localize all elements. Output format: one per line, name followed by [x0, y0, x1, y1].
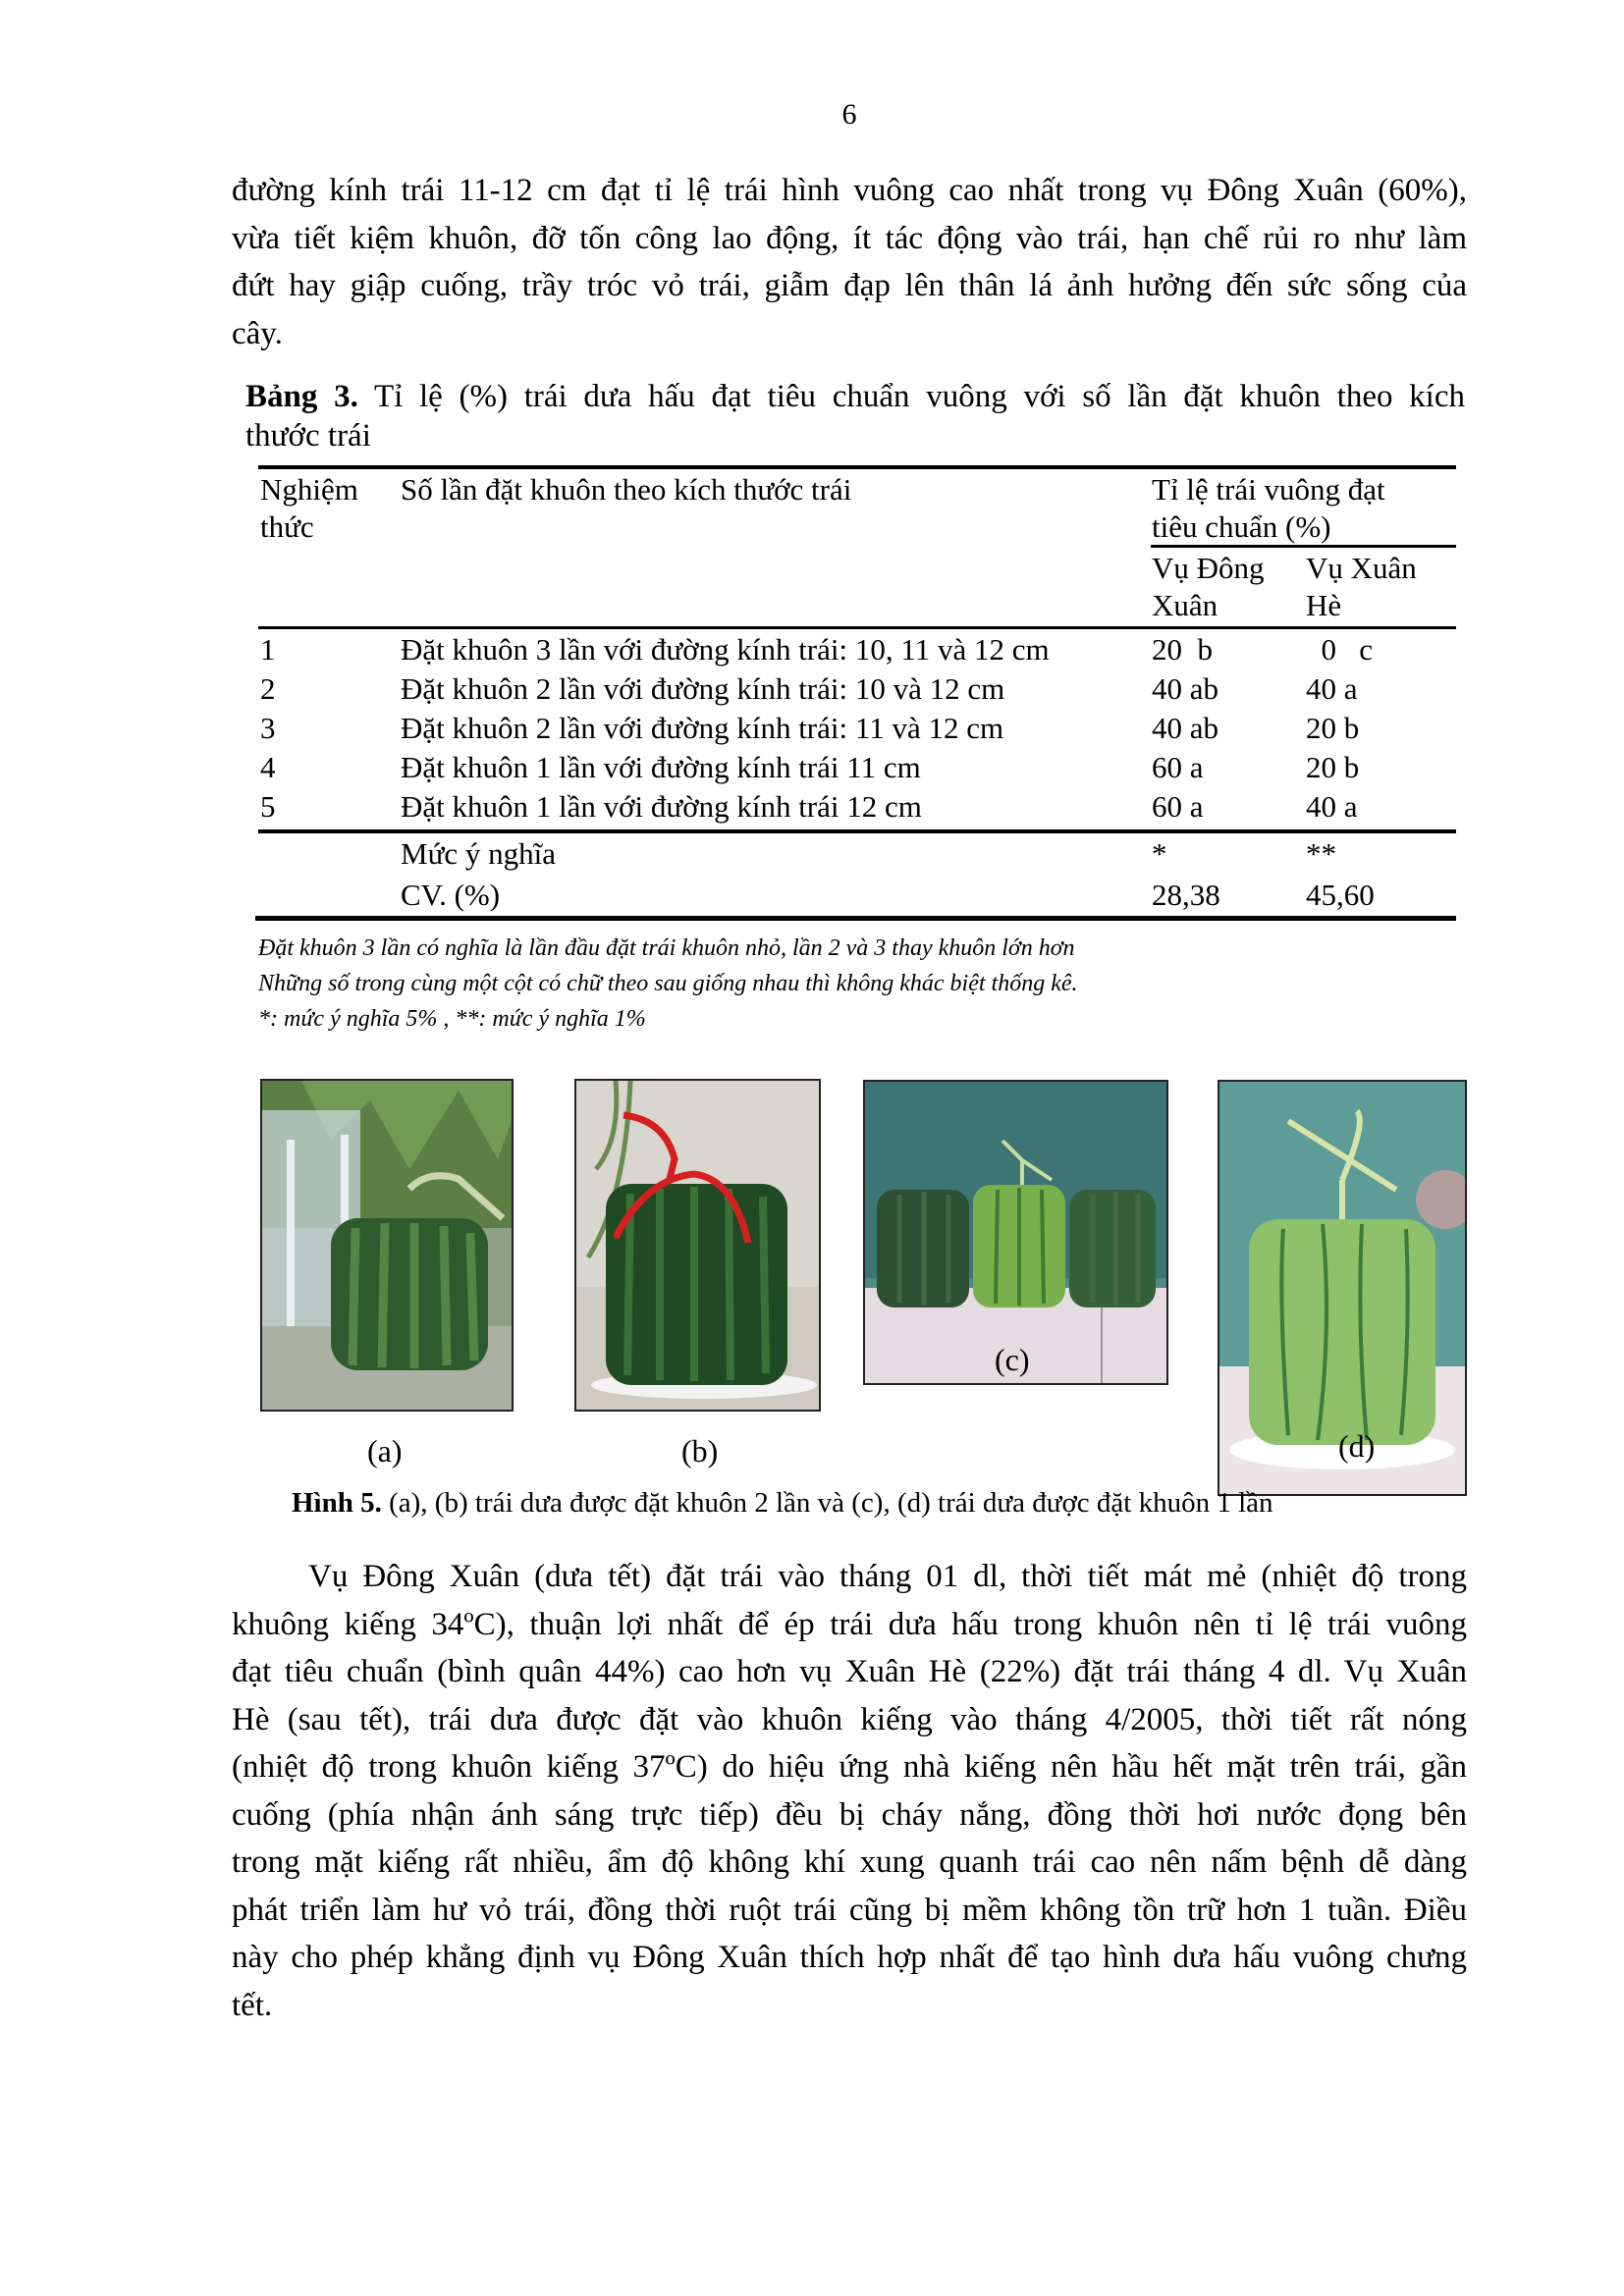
table-header-rule [258, 626, 1456, 629]
header-text: Vụ Đông [1152, 551, 1265, 585]
header-rate-group [1152, 471, 1385, 546]
intro-paragraph [232, 167, 1467, 357]
table-caption-line [245, 377, 1465, 416]
table-caption [245, 377, 1465, 455]
row-dong-xuan: 60 a [1152, 789, 1204, 824]
table-note: *: mức ý nghĩa 5% , **: mức ý nghĩa 1% [258, 1006, 646, 1032]
summary-label: Mức ý nghĩa [401, 836, 556, 871]
row-xuan-he: 20 b [1306, 750, 1360, 784]
body-paragraph [232, 1553, 1467, 2029]
table-caption-label: Bảng 3. [245, 379, 358, 414]
paragraph-line: Hè (sau tết), trái dưa được đặt vào khuôn kiếng vào tháng 4/2005, thời tiết rất nóng [232, 1701, 1467, 1737]
row-xuan-he: 40 a [1306, 789, 1358, 824]
row-xuan-he: 40 a [1306, 671, 1358, 706]
row-treatment: Đặt khuôn 2 lần với đường kính trái: 11 và 12 cm [401, 711, 1004, 745]
figure-label-a: (a) [367, 1433, 403, 1468]
row-treatment: Đặt khuôn 2 lần với đường kính trái: 10 và 12 cm [401, 671, 1005, 706]
header-dong-xuan [1152, 550, 1265, 624]
row-xuan-he: 0 c [1306, 632, 1374, 667]
paragraph-line: cây. [232, 315, 283, 351]
paragraph-line: vừa tiết kiệm khuôn, đỡ tốn công lao động, ít tác động vào trái, hạn chế rủi ro như làm [232, 220, 1467, 256]
paragraph-line: phát triển làm hư vỏ trái, đồng thời ruột trái cũng bị mềm không tồn trữ hơn 1 tuần. Điều [232, 1892, 1467, 1928]
row-treatment: Đặt khuôn 1 lần với đường kính trái 12 cm [401, 789, 922, 824]
figure-caption-text: (a), (b) trái dưa được đặt khuôn 2 lần và (c), (d) trái dưa được đặt khuôn 1 lần [381, 1487, 1273, 1519]
header-mold-count: Số lần đặt khuôn theo kích thước trái [401, 472, 852, 507]
header-text: Hè [1306, 588, 1342, 622]
summary-dong-xuan: * [1152, 836, 1167, 871]
paragraph-line: (nhiệt độ trong khuôn kiếng 37ºC) do hiệu ứng nhà kiếng nên hầu hết mặt trên trái, gần [232, 1749, 1467, 1785]
row-dong-xuan: 40 ab [1152, 671, 1219, 706]
figure-caption-label: Hình 5. [292, 1487, 382, 1519]
paragraph-line: tết. [232, 1987, 273, 2023]
figure-caption [292, 1487, 1273, 1520]
summary-xuan-he: 45,60 [1306, 878, 1375, 912]
paragraph-line: này cho phép khẳng định vụ Đông Xuân thích hợp nhất để tạo hình dưa hấu vuông chưng [232, 1940, 1467, 1975]
table-note: Đặt khuôn 3 lần có nghĩa là lần đầu đặt trái khuôn nhỏ, lần 2 và 3 thay khuôn lớn hơn [258, 935, 1075, 961]
figure-photo-a [260, 1079, 514, 1412]
header-text: Nghiệm [260, 472, 358, 507]
figure-label-c: (c) [995, 1342, 1030, 1377]
row-dong-xuan: 60 a [1152, 750, 1204, 784]
paragraph-line: khuông kiếng 34ºC), thuận lợi nhất để ép trái dưa hấu trong khuôn nên tỉ lệ trái vuông [232, 1606, 1467, 1642]
paragraph-line: đường kính trái 11-12 cm đạt tỉ lệ trái hình vuông cao nhất trong vụ Đông Xuân (60%), [232, 173, 1467, 208]
header-text: Vụ Xuân [1306, 551, 1417, 585]
figure-photo-c [863, 1080, 1168, 1385]
row-id: 5 [260, 789, 276, 824]
header-xuan-he [1306, 550, 1417, 624]
row-id: 4 [260, 750, 276, 784]
row-dong-xuan: 20 b [1152, 632, 1213, 667]
table-caption-line: thước trái [245, 418, 371, 454]
header-treatment [260, 471, 358, 546]
table-bottom-rule [255, 916, 1456, 921]
header-text: tiêu chuẩn (%) [1152, 509, 1331, 544]
row-id: 3 [260, 711, 276, 745]
page-number: 6 [841, 98, 857, 131]
table-notes [258, 931, 1078, 1037]
summary-label: CV. (%) [401, 878, 501, 912]
row-treatment: Đặt khuôn 3 lần với đường kính trái: 10, 11 và 12 cm [401, 632, 1050, 667]
summary-xuan-he: ** [1306, 836, 1336, 871]
table-note: Những số trong cùng một cột có chữ theo sau giống nhau thì không khác biệt thống kê. [258, 971, 1078, 996]
table-summary-rule [258, 829, 1456, 833]
paragraph-line: Vụ Đông Xuân (dưa tết) đặt trái vào tháng 01 dl, thời tiết mát mẻ (nhiệt độ trong [308, 1559, 1467, 1594]
header-text: Xuân [1152, 588, 1218, 622]
row-treatment: Đặt khuôn 1 lần với đường kính trái 11 cm [401, 750, 921, 784]
figure-label-d: (d) [1338, 1428, 1376, 1464]
row-id: 1 [260, 632, 276, 667]
paragraph-line: cuống (phía nhận ánh sáng trực tiếp) đều bị cháy nắng, đồng thời hơi nước đọng bên [232, 1796, 1467, 1833]
header-text: thức [260, 509, 314, 544]
row-id: 2 [260, 671, 276, 706]
header-text: Tỉ lệ trái vuông đạt [1152, 472, 1385, 507]
paragraph-line: đạt tiêu chuẩn (bình quân 44%) cao hơn vụ Xuân Hè (22%) đặt trái tháng 4 dl. Vụ Xuân [232, 1654, 1467, 1689]
paragraph-line: trong mặt kiếng rất nhiều, ẩm độ không khí xung quanh trái cao nên nấm bệnh dễ dàng [232, 1844, 1467, 1880]
row-xuan-he: 20 b [1306, 711, 1360, 745]
table-caption-text: Tỉ lệ (%) trái dưa hấu đạt tiêu chuẩn vuông với số lần đặt khuôn theo kích [373, 379, 1465, 414]
figure-label-b: (b) [681, 1433, 719, 1468]
paragraph-line: đứt hay giập cuống, trầy tróc vỏ trái, giẫm đạp lên thân lá ảnh hưởng đến sức sống của [232, 268, 1467, 303]
row-dong-xuan: 40 ab [1152, 711, 1219, 745]
figure-photo-b [574, 1079, 821, 1412]
table-top-rule [258, 465, 1456, 469]
summary-dong-xuan: 28,38 [1152, 878, 1220, 912]
